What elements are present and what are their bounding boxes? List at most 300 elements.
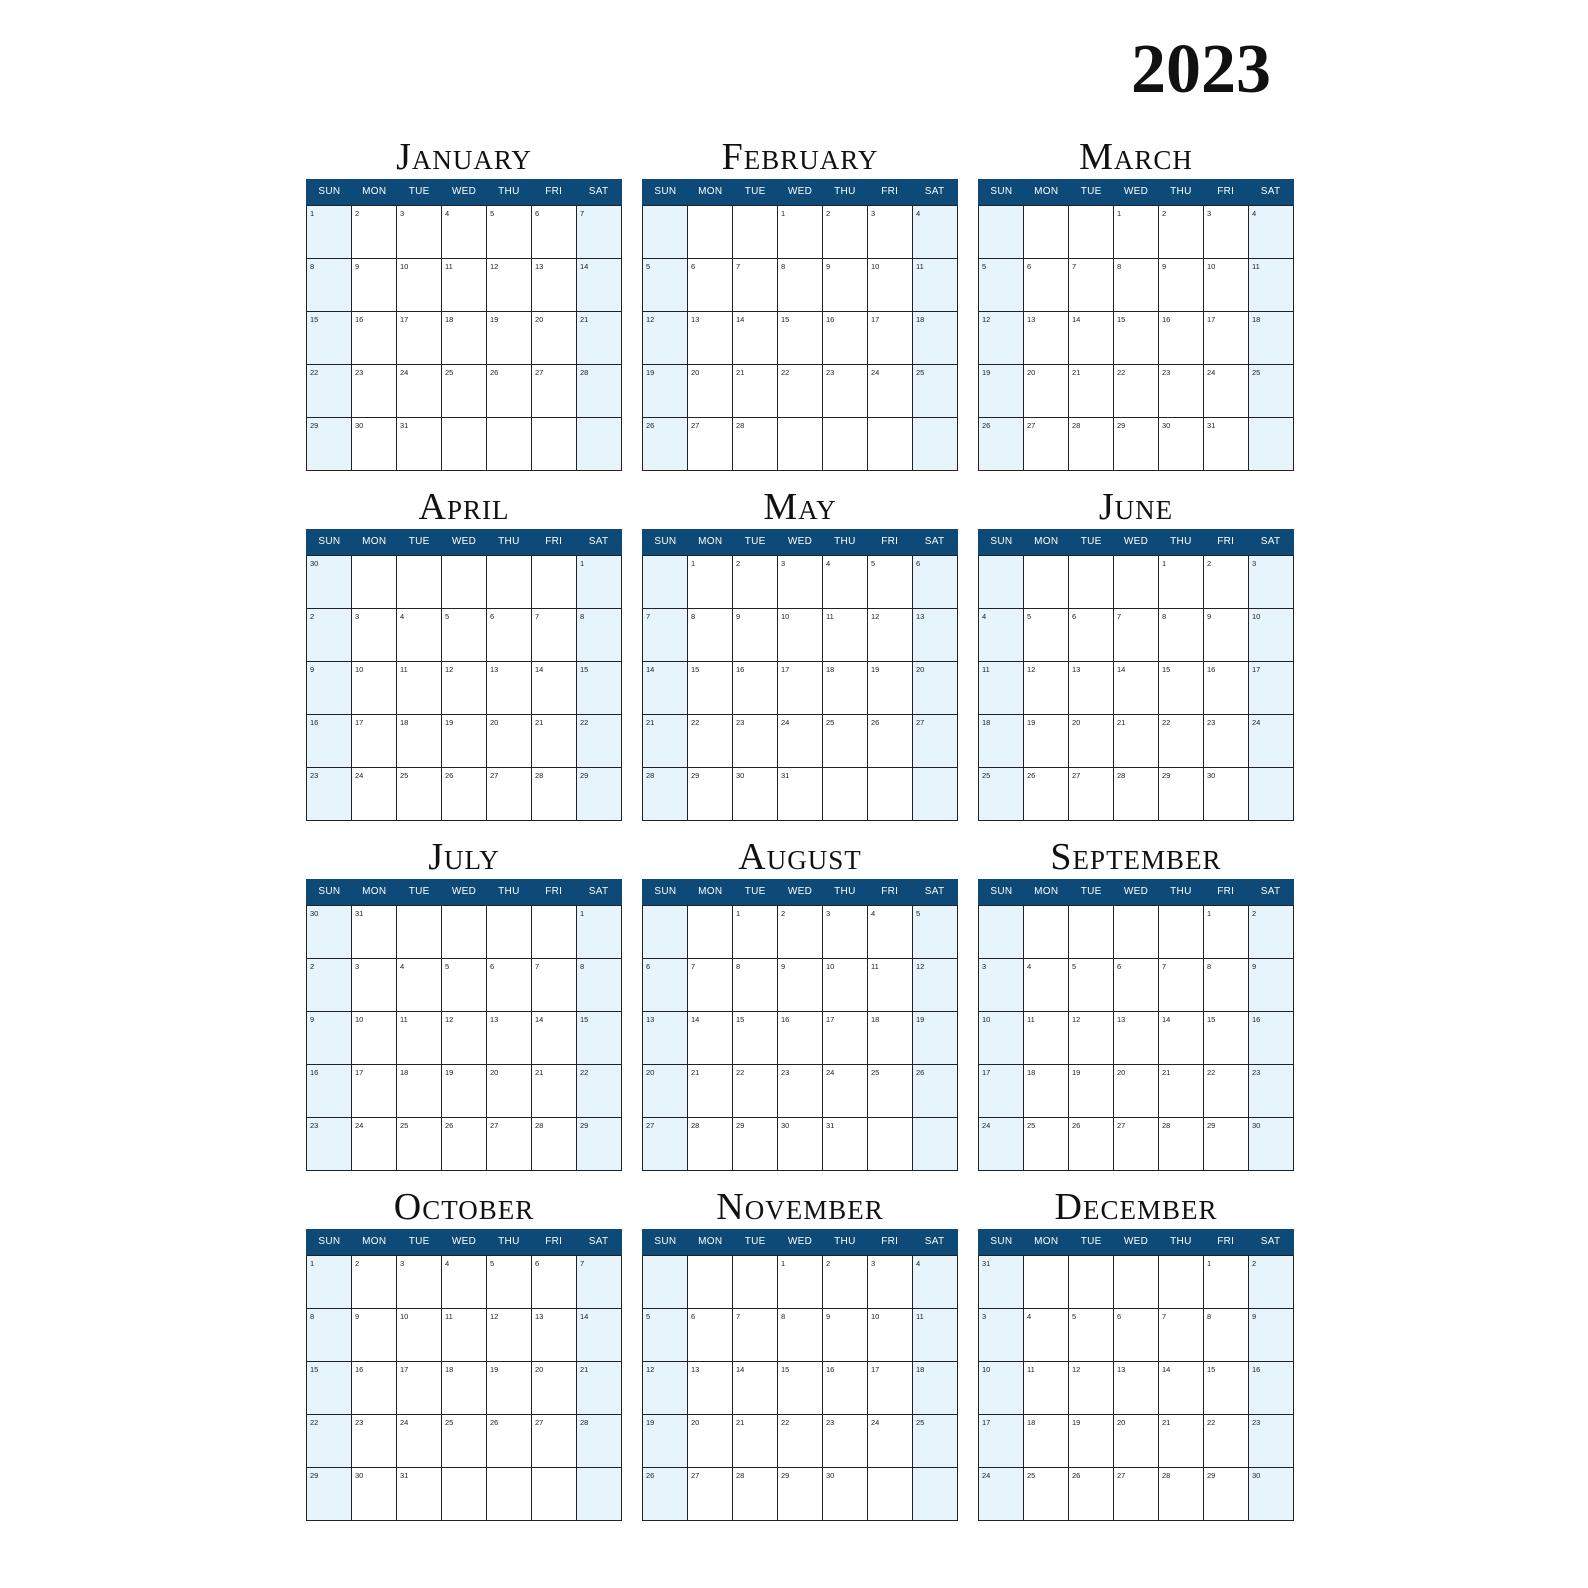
day-cell[interactable] [1114, 1065, 1159, 1118]
day-cell[interactable] [487, 1256, 532, 1309]
day-cell[interactable] [1159, 206, 1204, 259]
day-cell[interactable] [397, 959, 442, 1012]
day-cell[interactable] [1069, 609, 1114, 662]
day-cell[interactable] [307, 906, 352, 959]
day-cell[interactable] [868, 662, 913, 715]
day-cell[interactable] [913, 312, 958, 365]
day-cell[interactable] [913, 1256, 958, 1309]
day-cell[interactable] [397, 1362, 442, 1415]
day-cell[interactable] [352, 312, 397, 365]
day-cell[interactable] [1024, 1468, 1069, 1521]
day-cell[interactable] [1159, 715, 1204, 768]
day-cell[interactable] [1159, 1362, 1204, 1415]
day-cell[interactable] [979, 715, 1024, 768]
day-cell[interactable] [733, 662, 778, 715]
day-cell[interactable] [778, 206, 823, 259]
day-cell[interactable] [1069, 715, 1114, 768]
day-cell[interactable] [397, 768, 442, 821]
day-cell[interactable] [397, 312, 442, 365]
day-cell[interactable] [307, 1118, 352, 1171]
day-cell[interactable] [778, 1256, 823, 1309]
day-cell[interactable] [352, 1256, 397, 1309]
day-cell[interactable] [532, 906, 577, 959]
day-cell[interactable] [1024, 1118, 1069, 1171]
day-cell[interactable] [532, 1118, 577, 1171]
day-cell[interactable] [1249, 906, 1294, 959]
day-cell[interactable] [352, 556, 397, 609]
day-cell[interactable] [979, 906, 1024, 959]
day-cell[interactable] [979, 1468, 1024, 1521]
day-cell[interactable] [913, 768, 958, 821]
day-cell[interactable] [307, 1415, 352, 1468]
day-cell[interactable] [487, 206, 532, 259]
day-cell[interactable] [307, 662, 352, 715]
day-cell[interactable] [643, 1362, 688, 1415]
day-cell[interactable] [643, 1415, 688, 1468]
day-cell[interactable] [1204, 206, 1249, 259]
day-cell[interactable] [1024, 1309, 1069, 1362]
day-cell[interactable] [352, 206, 397, 259]
day-cell[interactable] [352, 609, 397, 662]
day-cell[interactable] [1204, 1415, 1249, 1468]
day-cell[interactable] [397, 1468, 442, 1521]
day-cell[interactable] [352, 1362, 397, 1415]
day-cell[interactable] [1069, 1362, 1114, 1415]
day-cell[interactable] [643, 768, 688, 821]
day-cell[interactable] [778, 259, 823, 312]
day-cell[interactable] [778, 312, 823, 365]
day-cell[interactable] [688, 556, 733, 609]
day-cell[interactable] [532, 312, 577, 365]
day-cell[interactable] [688, 1415, 733, 1468]
day-cell[interactable] [397, 1415, 442, 1468]
day-cell[interactable] [1159, 1468, 1204, 1521]
day-cell[interactable] [643, 906, 688, 959]
day-cell[interactable] [1069, 418, 1114, 471]
day-cell[interactable] [532, 662, 577, 715]
day-cell[interactable] [733, 206, 778, 259]
day-cell[interactable] [778, 1012, 823, 1065]
day-cell[interactable] [1159, 906, 1204, 959]
day-cell[interactable] [1159, 556, 1204, 609]
day-cell[interactable] [532, 959, 577, 1012]
day-cell[interactable] [979, 662, 1024, 715]
day-cell[interactable] [577, 1468, 622, 1521]
day-cell[interactable] [397, 715, 442, 768]
day-cell[interactable] [823, 1012, 868, 1065]
day-cell[interactable] [1069, 959, 1114, 1012]
day-cell[interactable] [307, 1065, 352, 1118]
day-cell[interactable] [1159, 1309, 1204, 1362]
day-cell[interactable] [1024, 609, 1069, 662]
day-cell[interactable] [733, 365, 778, 418]
day-cell[interactable] [913, 206, 958, 259]
day-cell[interactable] [442, 959, 487, 1012]
day-cell[interactable] [577, 206, 622, 259]
day-cell[interactable] [1069, 662, 1114, 715]
day-cell[interactable] [577, 1118, 622, 1171]
day-cell[interactable] [1159, 609, 1204, 662]
day-cell[interactable] [688, 1256, 733, 1309]
day-cell[interactable] [577, 1012, 622, 1065]
day-cell[interactable] [487, 1415, 532, 1468]
day-cell[interactable] [1114, 609, 1159, 662]
day-cell[interactable] [1024, 1362, 1069, 1415]
day-cell[interactable] [823, 959, 868, 1012]
day-cell[interactable] [487, 906, 532, 959]
day-cell[interactable] [913, 1309, 958, 1362]
day-cell[interactable] [1024, 1415, 1069, 1468]
day-cell[interactable] [979, 1065, 1024, 1118]
day-cell[interactable] [442, 1468, 487, 1521]
day-cell[interactable] [1069, 1415, 1114, 1468]
day-cell[interactable] [1069, 365, 1114, 418]
day-cell[interactable] [397, 1309, 442, 1362]
day-cell[interactable] [442, 768, 487, 821]
day-cell[interactable] [868, 768, 913, 821]
day-cell[interactable] [397, 556, 442, 609]
day-cell[interactable] [1114, 959, 1159, 1012]
day-cell[interactable] [442, 206, 487, 259]
day-cell[interactable] [1024, 365, 1069, 418]
day-cell[interactable] [733, 715, 778, 768]
day-cell[interactable] [487, 259, 532, 312]
day-cell[interactable] [532, 206, 577, 259]
day-cell[interactable] [868, 959, 913, 1012]
day-cell[interactable] [823, 418, 868, 471]
day-cell[interactable] [868, 312, 913, 365]
day-cell[interactable] [913, 1362, 958, 1415]
day-cell[interactable] [778, 365, 823, 418]
day-cell[interactable] [778, 609, 823, 662]
day-cell[interactable] [643, 418, 688, 471]
day-cell[interactable] [307, 418, 352, 471]
day-cell[interactable] [307, 768, 352, 821]
day-cell[interactable] [442, 609, 487, 662]
day-cell[interactable] [688, 1468, 733, 1521]
day-cell[interactable] [352, 768, 397, 821]
day-cell[interactable] [778, 1415, 823, 1468]
day-cell[interactable] [352, 1468, 397, 1521]
day-cell[interactable] [307, 1309, 352, 1362]
day-cell[interactable] [307, 259, 352, 312]
day-cell[interactable] [1204, 1309, 1249, 1362]
day-cell[interactable] [778, 1118, 823, 1171]
day-cell[interactable] [442, 312, 487, 365]
day-cell[interactable] [442, 1118, 487, 1171]
day-cell[interactable] [913, 715, 958, 768]
day-cell[interactable] [823, 1256, 868, 1309]
day-cell[interactable] [913, 365, 958, 418]
day-cell[interactable] [979, 418, 1024, 471]
day-cell[interactable] [913, 959, 958, 1012]
day-cell[interactable] [868, 1415, 913, 1468]
day-cell[interactable] [1069, 1468, 1114, 1521]
day-cell[interactable] [307, 1256, 352, 1309]
day-cell[interactable] [688, 768, 733, 821]
day-cell[interactable] [979, 959, 1024, 1012]
day-cell[interactable] [688, 662, 733, 715]
day-cell[interactable] [397, 259, 442, 312]
day-cell[interactable] [1159, 312, 1204, 365]
day-cell[interactable] [397, 206, 442, 259]
day-cell[interactable] [1024, 768, 1069, 821]
day-cell[interactable] [688, 1362, 733, 1415]
day-cell[interactable] [1114, 768, 1159, 821]
day-cell[interactable] [733, 768, 778, 821]
day-cell[interactable] [307, 312, 352, 365]
day-cell[interactable] [1204, 259, 1249, 312]
day-cell[interactable] [1204, 365, 1249, 418]
day-cell[interactable] [307, 1468, 352, 1521]
day-cell[interactable] [577, 312, 622, 365]
day-cell[interactable] [532, 1309, 577, 1362]
day-cell[interactable] [397, 365, 442, 418]
day-cell[interactable] [868, 1065, 913, 1118]
day-cell[interactable] [643, 1118, 688, 1171]
day-cell[interactable] [823, 556, 868, 609]
day-cell[interactable] [397, 1118, 442, 1171]
day-cell[interactable] [352, 1309, 397, 1362]
day-cell[interactable] [1204, 1065, 1249, 1118]
day-cell[interactable] [397, 609, 442, 662]
day-cell[interactable] [823, 1415, 868, 1468]
day-cell[interactable] [868, 609, 913, 662]
day-cell[interactable] [577, 959, 622, 1012]
day-cell[interactable] [1159, 959, 1204, 1012]
day-cell[interactable] [307, 1362, 352, 1415]
day-cell[interactable] [913, 662, 958, 715]
day-cell[interactable] [1069, 1256, 1114, 1309]
day-cell[interactable] [778, 959, 823, 1012]
day-cell[interactable] [1159, 1012, 1204, 1065]
day-cell[interactable] [1024, 556, 1069, 609]
day-cell[interactable] [913, 259, 958, 312]
day-cell[interactable] [487, 1065, 532, 1118]
day-cell[interactable] [1249, 959, 1294, 1012]
day-cell[interactable] [643, 1309, 688, 1362]
day-cell[interactable] [1159, 1256, 1204, 1309]
day-cell[interactable] [1114, 1118, 1159, 1171]
day-cell[interactable] [532, 1415, 577, 1468]
day-cell[interactable] [532, 1256, 577, 1309]
day-cell[interactable] [868, 1118, 913, 1171]
day-cell[interactable] [1114, 1415, 1159, 1468]
day-cell[interactable] [979, 1362, 1024, 1415]
day-cell[interactable] [1249, 556, 1294, 609]
day-cell[interactable] [1024, 1256, 1069, 1309]
day-cell[interactable] [868, 1362, 913, 1415]
day-cell[interactable] [577, 556, 622, 609]
day-cell[interactable] [643, 609, 688, 662]
day-cell[interactable] [688, 609, 733, 662]
day-cell[interactable] [913, 1012, 958, 1065]
day-cell[interactable] [487, 715, 532, 768]
day-cell[interactable] [913, 609, 958, 662]
day-cell[interactable] [778, 418, 823, 471]
day-cell[interactable] [778, 715, 823, 768]
day-cell[interactable] [733, 312, 778, 365]
day-cell[interactable] [1069, 1118, 1114, 1171]
day-cell[interactable] [979, 1415, 1024, 1468]
day-cell[interactable] [352, 959, 397, 1012]
day-cell[interactable] [979, 1309, 1024, 1362]
day-cell[interactable] [733, 1309, 778, 1362]
day-cell[interactable] [577, 418, 622, 471]
day-cell[interactable] [1159, 365, 1204, 418]
day-cell[interactable] [352, 715, 397, 768]
day-cell[interactable] [487, 1012, 532, 1065]
day-cell[interactable] [1249, 768, 1294, 821]
day-cell[interactable] [643, 715, 688, 768]
day-cell[interactable] [733, 959, 778, 1012]
day-cell[interactable] [577, 662, 622, 715]
day-cell[interactable] [1249, 715, 1294, 768]
day-cell[interactable] [532, 418, 577, 471]
day-cell[interactable] [868, 365, 913, 418]
day-cell[interactable] [1159, 768, 1204, 821]
day-cell[interactable] [442, 1362, 487, 1415]
day-cell[interactable] [979, 1118, 1024, 1171]
day-cell[interactable] [1159, 662, 1204, 715]
day-cell[interactable] [532, 609, 577, 662]
day-cell[interactable] [868, 418, 913, 471]
day-cell[interactable] [913, 556, 958, 609]
day-cell[interactable] [307, 609, 352, 662]
day-cell[interactable] [733, 906, 778, 959]
day-cell[interactable] [733, 259, 778, 312]
day-cell[interactable] [868, 206, 913, 259]
day-cell[interactable] [1159, 1065, 1204, 1118]
day-cell[interactable] [577, 906, 622, 959]
day-cell[interactable] [643, 662, 688, 715]
day-cell[interactable] [979, 206, 1024, 259]
day-cell[interactable] [778, 906, 823, 959]
day-cell[interactable] [823, 365, 868, 418]
day-cell[interactable] [442, 1309, 487, 1362]
day-cell[interactable] [487, 1468, 532, 1521]
day-cell[interactable] [1204, 906, 1249, 959]
day-cell[interactable] [1114, 259, 1159, 312]
day-cell[interactable] [1204, 1118, 1249, 1171]
day-cell[interactable] [1069, 1309, 1114, 1362]
day-cell[interactable] [352, 259, 397, 312]
day-cell[interactable] [688, 906, 733, 959]
day-cell[interactable] [487, 609, 532, 662]
day-cell[interactable] [643, 1065, 688, 1118]
day-cell[interactable] [577, 1309, 622, 1362]
day-cell[interactable] [532, 1012, 577, 1065]
day-cell[interactable] [442, 1065, 487, 1118]
day-cell[interactable] [643, 556, 688, 609]
day-cell[interactable] [1159, 259, 1204, 312]
day-cell[interactable] [1159, 1415, 1204, 1468]
day-cell[interactable] [1114, 312, 1159, 365]
day-cell[interactable] [487, 768, 532, 821]
day-cell[interactable] [352, 365, 397, 418]
day-cell[interactable] [307, 556, 352, 609]
day-cell[interactable] [688, 1309, 733, 1362]
day-cell[interactable] [442, 1012, 487, 1065]
day-cell[interactable] [1114, 1468, 1159, 1521]
day-cell[interactable] [643, 959, 688, 1012]
day-cell[interactable] [442, 1415, 487, 1468]
day-cell[interactable] [868, 715, 913, 768]
day-cell[interactable] [532, 259, 577, 312]
day-cell[interactable] [688, 312, 733, 365]
day-cell[interactable] [352, 1012, 397, 1065]
day-cell[interactable] [1249, 365, 1294, 418]
day-cell[interactable] [643, 312, 688, 365]
day-cell[interactable] [1024, 206, 1069, 259]
day-cell[interactable] [979, 365, 1024, 418]
day-cell[interactable] [1249, 1468, 1294, 1521]
day-cell[interactable] [688, 1065, 733, 1118]
day-cell[interactable] [1204, 959, 1249, 1012]
day-cell[interactable] [487, 1118, 532, 1171]
day-cell[interactable] [1249, 1256, 1294, 1309]
day-cell[interactable] [979, 1012, 1024, 1065]
day-cell[interactable] [1204, 1012, 1249, 1065]
day-cell[interactable] [778, 1362, 823, 1415]
day-cell[interactable] [352, 1065, 397, 1118]
day-cell[interactable] [577, 1415, 622, 1468]
day-cell[interactable] [1204, 1468, 1249, 1521]
day-cell[interactable] [913, 906, 958, 959]
day-cell[interactable] [442, 662, 487, 715]
day-cell[interactable] [778, 662, 823, 715]
day-cell[interactable] [442, 418, 487, 471]
day-cell[interactable] [733, 609, 778, 662]
day-cell[interactable] [1249, 1415, 1294, 1468]
day-cell[interactable] [487, 365, 532, 418]
day-cell[interactable] [778, 556, 823, 609]
day-cell[interactable] [643, 1012, 688, 1065]
day-cell[interactable] [442, 259, 487, 312]
day-cell[interactable] [733, 1362, 778, 1415]
day-cell[interactable] [1114, 418, 1159, 471]
day-cell[interactable] [1114, 365, 1159, 418]
day-cell[interactable] [1249, 1362, 1294, 1415]
day-cell[interactable] [823, 768, 868, 821]
day-cell[interactable] [823, 259, 868, 312]
day-cell[interactable] [778, 1468, 823, 1521]
day-cell[interactable] [823, 1118, 868, 1171]
day-cell[interactable] [1204, 418, 1249, 471]
day-cell[interactable] [1249, 609, 1294, 662]
day-cell[interactable] [688, 418, 733, 471]
day-cell[interactable] [823, 715, 868, 768]
day-cell[interactable] [487, 312, 532, 365]
day-cell[interactable] [352, 1118, 397, 1171]
day-cell[interactable] [1114, 906, 1159, 959]
day-cell[interactable] [733, 418, 778, 471]
day-cell[interactable] [868, 1468, 913, 1521]
day-cell[interactable] [307, 206, 352, 259]
day-cell[interactable] [1159, 1118, 1204, 1171]
day-cell[interactable] [688, 1012, 733, 1065]
day-cell[interactable] [979, 609, 1024, 662]
day-cell[interactable] [688, 259, 733, 312]
day-cell[interactable] [1204, 662, 1249, 715]
day-cell[interactable] [1024, 662, 1069, 715]
day-cell[interactable] [688, 1118, 733, 1171]
day-cell[interactable] [823, 1362, 868, 1415]
day-cell[interactable] [1204, 1256, 1249, 1309]
day-cell[interactable] [1024, 1012, 1069, 1065]
day-cell[interactable] [1249, 1118, 1294, 1171]
day-cell[interactable] [532, 1362, 577, 1415]
